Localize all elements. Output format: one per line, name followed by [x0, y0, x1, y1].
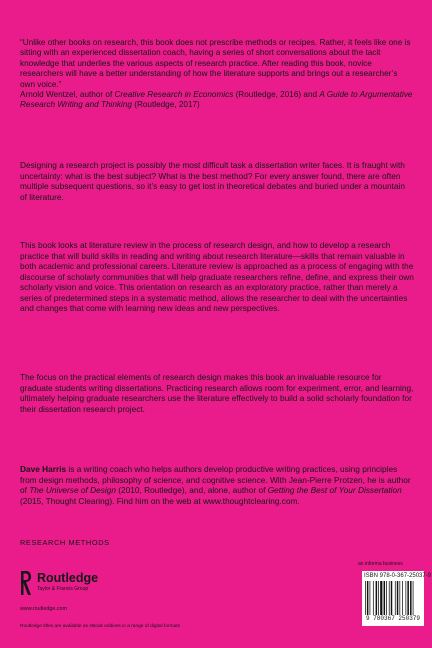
barcode-bar	[384, 581, 386, 615]
barcode-bar	[410, 581, 412, 615]
barcode-icon	[365, 581, 421, 615]
barcode-bar	[402, 581, 403, 615]
author-name: Dave Harris	[20, 464, 67, 474]
quote-attribution	[20, 90, 414, 111]
barcode-bar	[370, 581, 371, 615]
barcode-bar	[389, 581, 390, 615]
bio-book-2: Getting the Best of Your Dissertation	[267, 485, 402, 495]
attribution-book2-info: (Routledge, 2017)	[131, 100, 200, 110]
barcode-bar	[399, 581, 400, 615]
barcode-digits: 9 780367 250379	[365, 615, 420, 622]
routledge-logo-icon	[20, 570, 32, 596]
author-bio	[20, 464, 414, 506]
bio-text-2: (2010, Routledge), and, alone, author of	[115, 485, 268, 495]
barcode-bar	[413, 581, 414, 615]
barcode-bar	[397, 581, 399, 615]
barcode-bar	[395, 581, 396, 615]
publisher-group: Taylor & Francis Group	[37, 586, 89, 592]
publisher-website: www.routledge.com	[20, 606, 68, 612]
attribution-book2: A Guide to Argumentative Research Writing and Thinking	[20, 90, 413, 110]
description-paragraph-3: The focus on the practical elements of research design makes this book an invaluable resource for graduate students writing dissertations. Practicing research allows room for experiment, error, and learning, ultimately helping graduate researchers use the literature effectively to build a solid scholarly foundation for their dissertation research project.	[20, 372, 414, 414]
isbn-text: ISBN 978-0-367-25037-9	[364, 573, 432, 579]
ebook-note: Routledge titles are available as eBook editions in a range of digital formats	[20, 624, 180, 629]
subject-category: RESEARCH METHODS	[20, 538, 110, 547]
barcode-bar	[376, 581, 378, 615]
informa-tagline: an informa business	[358, 561, 403, 567]
description-paragraph-1: Designing a research project is possibly the most difficult task a dissertation writer faces. It is fraught with uncertainty: what is the best subject? What is the best method? For every answer found, there are often multiple subsequent questions, so it’s easy to get lost in theoretical debates and buried under a mountain of literature.	[20, 160, 405, 202]
publisher-logo	[20, 570, 170, 602]
attribution-name: Arnold Wentzel, author of	[20, 90, 115, 100]
attribution-book1: Creative Research in Economics	[114, 90, 234, 100]
description-paragraph-2: This book looks at literature review in the process of research design, and how to develop a research practice that will build skills in reading and writing about research literature—skills that remain valuable in both academic and professional careers. Literature review is approached as a process of engaging with the discourse of scholarly communities that will help graduate researchers refine, define, and express their own scholarly vision and voice. This orientation on research as an exploratory practice, rather than merely a series of predetermined steps in a systematic method, allows the researcher to deal with the uncertainties and changes that come with learning new ideas and new perspectives.	[20, 240, 414, 313]
barcode-bar	[386, 581, 387, 615]
quote-text: “Unlike other books on research, this book does not prescribe methods or recipes. Rather, it feels like one is sitting with an experienced dissertation coach, having a series of short conversations about the tacit knowledge that underlies the various aspects of research practice. After reading this book, novice researchers will have a better understanding of how the literature supports and brings out a researcher’s own voice.”	[20, 38, 411, 89]
bio-book-1: The Universe of Design	[29, 485, 116, 495]
barcode-bar	[378, 581, 379, 615]
publisher-name: Routledge	[37, 571, 99, 585]
bio-text-1: is a writing coach who helps authors develop productive writing practices, using principles from design methods, philosophy of science, and cognitive science. With Jean-Pierre Protzen, he is author of	[20, 464, 411, 495]
bio-text-3: (2015, Thought Clearing). Find him on the web at www.thoughtclearing.com.	[20, 495, 300, 506]
barcode-bar	[407, 581, 409, 615]
barcode-bar	[373, 581, 374, 615]
attribution-book1-info: (Routledge, 2016) and	[233, 90, 320, 100]
barcode-bar	[391, 581, 393, 615]
barcode-bar	[380, 581, 382, 615]
barcode-bar	[406, 581, 407, 615]
barcode-panel	[362, 571, 432, 626]
endorsement-quote	[20, 38, 414, 111]
barcode-bar	[365, 581, 366, 615]
barcode-bar	[367, 581, 369, 615]
